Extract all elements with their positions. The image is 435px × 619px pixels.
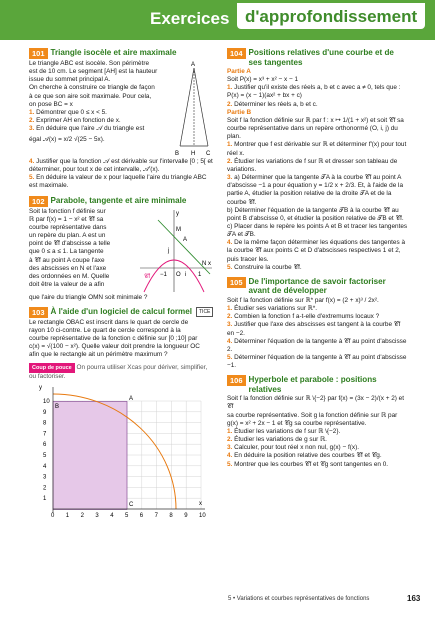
text-line: des ordonnées en M. Quelle bbox=[29, 272, 110, 280]
question-number: 5. bbox=[227, 354, 233, 361]
x-tick-label: 10 bbox=[199, 512, 206, 519]
x-tick-label: 1 bbox=[65, 512, 70, 519]
question-text: En déduire la position relative des courbes 𝒞f et 𝒞g. bbox=[234, 452, 382, 460]
exercise-number: 104 bbox=[227, 48, 246, 59]
question-text: Étudier les variations de f sur ℝ et dresser son tableau de variations. bbox=[227, 157, 398, 173]
text-line: Soit P(x) = x³ + x² − x − 1 bbox=[227, 76, 299, 84]
page-number: 163 bbox=[407, 594, 421, 603]
curve-label: 𝒞f bbox=[144, 273, 151, 280]
text-line: à ce que son aire soit maximale. Pour cela, bbox=[29, 92, 152, 100]
text-line: Soit f la fonction définie sur ℝ* par f(x) = (2 + x)³ / 2x². bbox=[227, 296, 379, 304]
exercise-105 bbox=[227, 277, 409, 370]
question-text: Étudier les variations de g sur ℝ. bbox=[234, 436, 327, 444]
exercise-number: 106 bbox=[227, 375, 246, 386]
question-text: Construire la courbe 𝒞f. bbox=[234, 263, 302, 271]
question-number: 3. bbox=[227, 321, 233, 329]
x-tick-label: 5 bbox=[125, 512, 129, 519]
x-tick-label: 6 bbox=[139, 512, 144, 519]
question-text: Déterminer l'équation de la tangente à 𝒞f au point d'abscisse −1. bbox=[227, 354, 407, 370]
y-tick-label: 10 bbox=[43, 398, 50, 405]
question-number: 3. bbox=[29, 125, 35, 133]
y-tick-label: 7 bbox=[43, 431, 47, 438]
point-label-c: C bbox=[129, 501, 134, 508]
text-line: Soit la fonction f définie sur bbox=[29, 207, 106, 215]
exercise-number: 105 bbox=[227, 277, 246, 288]
chapter-banner bbox=[0, 0, 435, 42]
origin-label: 0 bbox=[51, 512, 55, 519]
exercise-101 bbox=[29, 48, 214, 191]
text-line: Le rectangle OBAC est inscrit dans le quart de cercle de bbox=[29, 318, 189, 326]
question-text: Montrer que f est dérivable sur ℝ et déterminer f′(x) pour tout réel x. bbox=[227, 141, 407, 157]
vertex-label-c: C bbox=[206, 151, 211, 157]
question-number: 3. bbox=[227, 174, 233, 182]
text-line: sa courbe représentative. Soit g la fonction définie sur ℝ par g(x) = x² + 2x − 1 et 𝒞g sa courbe représentative. bbox=[227, 411, 398, 427]
exercise-title: Positions relatives d'une courbe et de ses tangentes bbox=[248, 48, 394, 67]
y-tick-label: 8 bbox=[43, 420, 47, 427]
text-line: courbe représentative dans bbox=[29, 223, 107, 231]
question-number: 2. bbox=[29, 117, 35, 125]
question-text: En déduire la valeur de x pour laquelle l'aire du triangle ABC est maximale. bbox=[29, 174, 207, 190]
question-number: 2. bbox=[227, 100, 233, 108]
question-number: 4. bbox=[29, 158, 35, 165]
banner-title: Exercices bbox=[150, 9, 230, 28]
question-text: Déterminer l'équation de la tangente à 𝒞f au point d'abscisse 2. bbox=[227, 337, 407, 353]
point-label-a: A bbox=[129, 395, 134, 402]
question-text: De la même façon déterminer les équations des tangentes à la courbe 𝒞f aux points C et D d'abscisses respectives 1 et 2, puis tracer les. bbox=[227, 239, 405, 263]
point-label-n: N bbox=[202, 260, 207, 267]
text-line: à 𝒞f au point A coupe l'axe bbox=[29, 256, 105, 264]
x-tick-label: 3 bbox=[95, 512, 99, 519]
text-line: courbe représentative de la fonction c définie sur [0 ;10] par bbox=[29, 335, 198, 343]
axis-label-x: x bbox=[208, 260, 212, 267]
part-heading: Partie A bbox=[227, 68, 251, 75]
right-column bbox=[227, 48, 409, 469]
question-text: Justifier qu'il existe des réels a, b et c avec a ≠ 0, tels que : P(x) = (x − 1)(ax² + bx + c) bbox=[227, 84, 401, 100]
tick-label-neg1: −1 bbox=[160, 271, 168, 278]
left-column bbox=[29, 48, 214, 526]
question-number: 5. bbox=[227, 263, 233, 271]
question-text: a) Déterminer que la tangente 𝒯A à la courbe 𝒞f au point A d'abscisse −1 a pour équation y = 1/2 x + 2/3. Et, à l'aide de la partie A, étudier la position relative de la droite 𝒯A et de la courbe 𝒞f. bbox=[227, 174, 403, 206]
exercise-number: 102 bbox=[29, 196, 48, 207]
question-text: Étudier les variations de f sur ℝ \{−2}. bbox=[234, 427, 341, 435]
axis-label-y: y bbox=[39, 384, 42, 391]
y-tick-label: 2 bbox=[43, 485, 47, 492]
vertex-label-b: B bbox=[175, 151, 180, 157]
text-line: que 0 ≤ a ≤ 1. La tangente bbox=[29, 248, 104, 256]
text-line: doit être la valeur de a afin bbox=[29, 281, 105, 289]
question-number: 1. bbox=[227, 141, 233, 149]
point-label-m: M bbox=[176, 226, 182, 233]
y-tick-label: 5 bbox=[43, 452, 47, 459]
question-text: Justifier que la fonction 𝒜 est dérivable sur l'intervalle [0 ; 5[ et déterminer, pour tout x de cet intervalle, 𝒜′(x). bbox=[29, 158, 213, 174]
text-line: On cherche à construire ce triangle de façon bbox=[29, 84, 155, 92]
exercise-number: 101 bbox=[29, 48, 48, 59]
text-line: c(x) = √(100 − x²). Quelle valeur doit prendre la longueur OC bbox=[29, 343, 200, 351]
question-text: b) Déterminer l'équation de la tangente 𝒯B à la courbe 𝒞f au point B d'abscisse 0, et étudier la position relative de 𝒯B et 𝒞f. bbox=[227, 206, 404, 222]
text-line: est de 10 cm. Le segment [AH] est la hauteur bbox=[29, 68, 158, 76]
x-tick-label: 4 bbox=[110, 512, 114, 519]
question-number: 3. bbox=[227, 444, 233, 452]
text-line: Soit f la fonction définie sur ℝ \{−2} par f(x) = (3x − 2)/(x + 2) et 𝒞f bbox=[227, 395, 404, 411]
quarter-circle-figure bbox=[29, 383, 209, 523]
exercise-104 bbox=[227, 48, 409, 272]
question-text: Étudier ses variations sur ℝ*. bbox=[234, 305, 317, 313]
exercise-title: Parabole, tangente et aire minimale bbox=[50, 195, 187, 205]
question-text: Déterminer les réels a, b et c. bbox=[234, 100, 318, 108]
text-line: rayon 10 ci-contre. Le quart de cercle correspond à la bbox=[29, 326, 181, 334]
exercise-title: Hyperbole et parabole : positions relatives bbox=[248, 375, 377, 394]
part-heading: Partie B bbox=[227, 108, 252, 116]
axis-label-x: x bbox=[199, 500, 202, 507]
question-number: 2. bbox=[227, 436, 233, 444]
question-number: 1. bbox=[29, 108, 35, 116]
text-line: Soit f la fonction définie sur ℝ par f : x ↦ 1/(1 + x²) et soit 𝒞f sa courbe représentative dans un repère orthonormé (O, i, j) du plan. bbox=[227, 116, 404, 141]
question-text: Calculer, pour tout réel x non nul, g(x) − f(x). bbox=[234, 444, 359, 452]
origin-label: O bbox=[176, 271, 182, 278]
exercise-103 bbox=[29, 307, 214, 526]
question-text: Exprimer AH en fonction de x. bbox=[36, 117, 121, 125]
text-line: afin que le rectangle ait un périmètre maximum ? bbox=[29, 351, 168, 359]
y-tick-label: 6 bbox=[43, 442, 47, 449]
question-text: Combien la fonction f a-t-elle d'extremums locaux ? bbox=[234, 313, 380, 321]
text-line: que l'aire du triangle OMN soit minimale ? bbox=[29, 293, 148, 301]
tice-badge: TICE bbox=[196, 307, 213, 317]
hint-text: On pourra utiliser Xcas pour dériver, simplifier, ou factoriser. bbox=[29, 363, 208, 380]
tick-label-1: 1 bbox=[198, 271, 202, 278]
y-tick-label: 4 bbox=[43, 463, 47, 470]
hint-badge: Coup de pouce bbox=[29, 363, 75, 373]
question-number: 4. bbox=[227, 452, 233, 460]
text-line: Le triangle ABC est isocèle. Son périmètre bbox=[29, 60, 150, 67]
question-text: Démontrer que 0 ≤ x < 5. bbox=[36, 108, 107, 116]
exercise-102 bbox=[29, 196, 214, 302]
text-line: issue du sommet principal A. bbox=[29, 76, 111, 84]
question-text: En déduire que l'aire 𝒜 du triangle est bbox=[36, 125, 145, 133]
question-number: 5. bbox=[29, 174, 35, 182]
x-tick-label: 2 bbox=[80, 512, 84, 519]
text-line: des abscisses en N et l'axe bbox=[29, 264, 107, 272]
exercise-number: 103 bbox=[29, 307, 48, 318]
vector-label-i: i bbox=[185, 271, 187, 278]
axis-label-y: y bbox=[176, 210, 180, 217]
parabola-tangent-figure bbox=[138, 208, 214, 294]
question-number: 1. bbox=[227, 84, 233, 92]
y-tick-label: 3 bbox=[43, 474, 47, 481]
question-number: 4. bbox=[227, 337, 233, 345]
exercise-title: De l'importance de savoir factoriser avant de développer bbox=[248, 276, 386, 296]
question-text: Montrer que les courbes 𝒞f et 𝒞g sont tangentes en 0. bbox=[234, 460, 389, 468]
vector-label-j: j bbox=[168, 247, 170, 254]
question-number: 1. bbox=[227, 305, 233, 313]
point-label-a: A bbox=[183, 236, 188, 243]
question-number: 1. bbox=[227, 427, 233, 435]
page-footer: 5 • Variations et courbes représentatives de fonctions bbox=[228, 596, 370, 602]
rectangle-obac bbox=[53, 401, 127, 509]
isosceles-triangle-figure bbox=[174, 60, 214, 158]
question-text: c) Placer dans le repère les points A et B et tracer les tangentes 𝒯A et 𝒯B. bbox=[227, 222, 408, 239]
question-text: Justifier que l'axe des abscisses est tangent à la courbe 𝒞f en −2. bbox=[227, 321, 401, 337]
text-line: on pose BC = x bbox=[29, 100, 73, 108]
text-line: ℝ par f(x) = 1 − x² et 𝒞f sa bbox=[29, 215, 104, 223]
text-line: un repère du plan. A est un bbox=[29, 232, 106, 240]
vertex-label-a: A bbox=[191, 62, 196, 68]
y-tick-label: 9 bbox=[43, 409, 47, 416]
banner-subtitle: d'approfondissement bbox=[235, 3, 427, 31]
point-label-b: B bbox=[55, 403, 60, 410]
question-number: 4. bbox=[227, 239, 233, 247]
exercise-title: À l'aide d'un logiciel de calcul formel bbox=[50, 306, 192, 316]
exercise-title: Triangle isocèle et aire maximale bbox=[50, 48, 177, 57]
question-number: 5. bbox=[227, 460, 233, 468]
x-tick-label: 8 bbox=[169, 512, 173, 519]
y-tick-label: 1 bbox=[43, 496, 47, 503]
x-tick-label: 9 bbox=[184, 512, 188, 519]
x-tick-label: 7 bbox=[154, 512, 158, 519]
text-line: point de 𝒞f d'abscisse a telle bbox=[29, 240, 111, 248]
area-formula: égal 𝒜(x) = x/2 √(25 − 5x). bbox=[29, 136, 105, 144]
question-number: 2. bbox=[227, 313, 233, 321]
exercise-106 bbox=[227, 375, 409, 468]
vertex-label-h: H bbox=[191, 151, 196, 157]
question-number: 2. bbox=[227, 157, 233, 165]
